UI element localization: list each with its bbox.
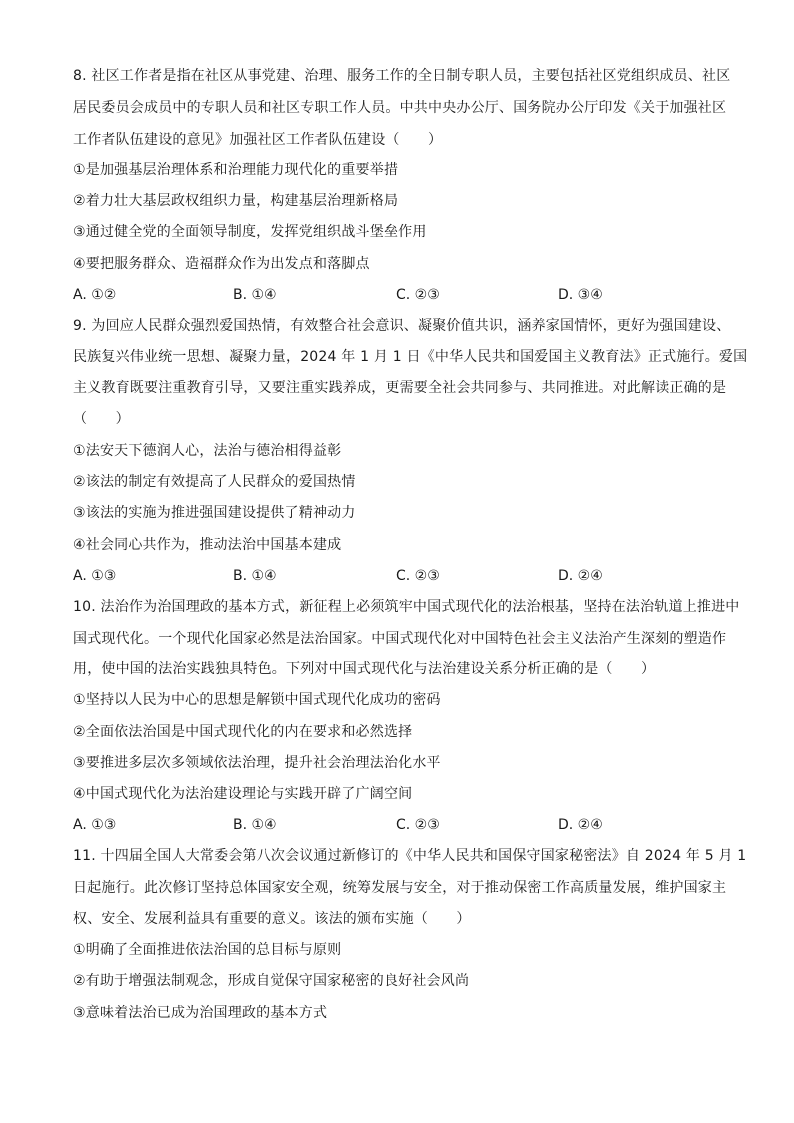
q11-item-3: ③意味着法治已成为治国理政的基本方式 (73, 1005, 328, 1021)
q8-item-3: ③通过健全党的全面领导制度，发挥党组织战斗堡垒作用 (73, 224, 427, 240)
q10-option-d: D. ②④ (558, 817, 603, 833)
q9-stem-line-2: 民族复兴伟业统一思想、凝聚力量，2024 年 1 月 1 日《中华人民共和国爱国主义教育法》正式施行。爱国 (73, 349, 748, 365)
q10-item-2: ②全面依法治国是中国式现代化的内在要求和必然选择 (73, 724, 413, 740)
q10-option-c: C. ②③ (396, 817, 440, 833)
q10-options (73, 815, 723, 835)
q10-option-a: A. ①③ (73, 817, 117, 833)
q8-option-d: D. ③④ (558, 287, 603, 303)
q9-stem-line-3: 主义教育既要注重教育引导，又要注重实践养成，更需要全社会共同参与、共同推进。对此解读正确的是 (73, 380, 727, 396)
q9-option-b: B. ①④ (233, 568, 277, 584)
q10-option-b: B. ①④ (233, 817, 277, 833)
q8-option-b: B. ①④ (233, 287, 277, 303)
q8-option-a: A. ①② (73, 287, 117, 303)
q8-item-1: ①是加强基层治理体系和治理能力现代化的重要举措 (73, 162, 399, 178)
q10-stem-line-1: 10. 法治作为治国理政的基本方式，新征程上必须筑牢中国式现代化的法治根基，坚持在法治轨道上推进中 (73, 599, 740, 615)
q8-options (73, 285, 723, 305)
q9-option-a: A. ①③ (73, 568, 117, 584)
q11-item-1: ①明确了全面推进依法治国的总目标与原则 (73, 942, 342, 958)
q9-options (73, 566, 723, 586)
q10-item-3: ③要推进多层次多领域依法治理，提升社会治理法治化水平 (73, 755, 441, 771)
q9-item-3: ③该法的实施为推进强国建设提供了精神动力 (73, 505, 356, 521)
q8-item-4: ④要把服务群众、造福群众作为出发点和落脚点 (73, 256, 370, 272)
q8-stem-line-2: 居民委员会成员中的专职人员和社区专职工作人员。中共中央办公厅、国务院办公厅印发《关于加强社区 (73, 100, 727, 116)
q9-option-d: D. ②④ (558, 568, 603, 584)
q10-item-4: ④中国式现代化为法治建设理论与实践开辟了广阔空间 (73, 786, 413, 802)
q9-item-2: ②该法的制定有效提高了人民群众的爱国热情 (73, 474, 356, 490)
q11-item-2: ②有助于增强法制观念，形成自觉保守国家秘密的良好社会风尚 (73, 973, 470, 989)
q8-stem-line-3: 工作者队伍建设的意见》加强社区工作者队伍建设（ ） (73, 132, 443, 148)
q10-stem-line-3: 用，使中国的法治实践独具特色。下列对中国式现代化与法治建设关系分析正确的是（ ） (73, 661, 656, 677)
q8-item-2: ②着力壮大基层政权组织力量，构建基层治理新格局 (73, 193, 399, 209)
q9-item-1: ①法安天下德润人心，法治与德治相得益彰 (73, 443, 342, 459)
q11-stem-line-3: 权、安全、发展利益具有重要的意义。该法的颁布实施（ ） (73, 911, 471, 927)
q9-stem-line-4: （ ） (73, 411, 130, 427)
q9-item-4: ④社会同心共作为，推动法治中国基本建成 (73, 537, 342, 553)
q9-option-c: C. ②③ (396, 568, 440, 584)
q8-option-c: C. ②③ (396, 287, 440, 303)
q9-stem-line-1: 9. 为回应人民群众强烈爱国热情，有效整合社会意识、凝聚价值共识，涵养家国情怀，更好为强国建设、 (73, 318, 731, 334)
q10-stem-line-2: 国式现代化。一个现代化国家必然是法治国家。中国式现代化对中国特色社会主义法治产生深刻的塑造作 (73, 631, 727, 647)
q8-stem-line-1: 8. 社区工作者是指在社区从事党建、治理、服务工作的全日制专职人员，主要包括社区党组织成员、社区 (73, 68, 731, 84)
q11-stem-line-2: 日起施行。此次修订坚持总体国家安全观，统筹发展与安全，对于推动保密工作高质量发展，维护国家主 (73, 880, 727, 896)
q10-item-1: ①坚持以人民为中心的思想是解锁中国式现代化成功的密码 (73, 692, 441, 708)
q11-stem-line-1: 11. 十四届全国人大常委会第八次会议通过新修订的《中华人民共和国保守国家秘密法》自 2024 年 5 月 1 (73, 848, 747, 864)
